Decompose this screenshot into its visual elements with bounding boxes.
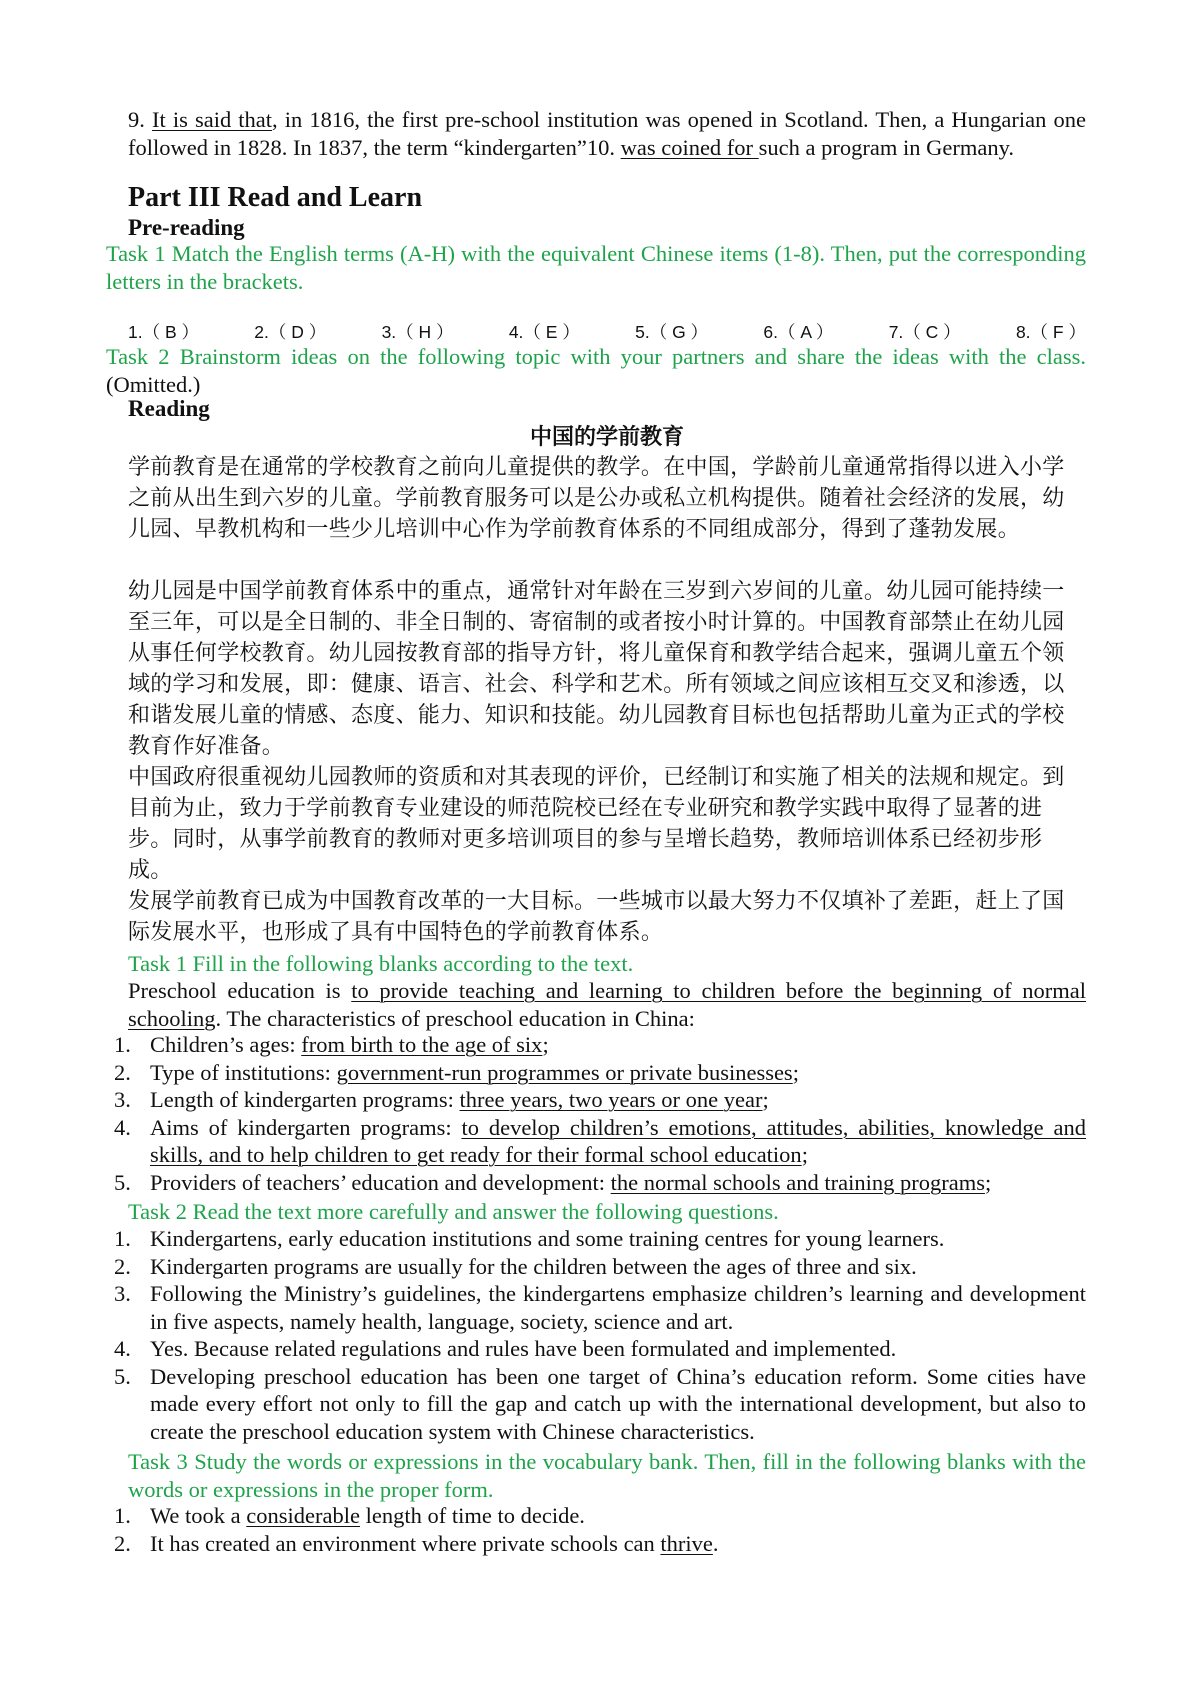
list-item: [114, 1335, 1086, 1363]
answer-5: 5.（ G ）: [635, 322, 709, 342]
item-text: Kindergarten programs are usually for the children between the ages of three and six.: [150, 1253, 917, 1279]
reading-title: 中国的学前教育: [529, 425, 684, 450]
item-answer: from birth to the age of six: [301, 1032, 543, 1057]
list-item: [114, 1502, 1086, 1530]
item-number: 3.: [114, 1281, 131, 1306]
item-text: Kindergartens, early education institutions and some training centres for young learners.: [150, 1226, 945, 1251]
item-number: 5.: [114, 1363, 131, 1389]
item-answer: the normal schools and training programs: [610, 1169, 985, 1195]
item-9-text-2: such a program in Germany.: [758, 134, 1015, 160]
item-number: 1.: [114, 1226, 131, 1251]
item-text: Following the Ministry’s guidelines, the kindergartens emphasize children’s learning and development in five aspects, namely health, language, society, science and art.: [150, 1281, 1086, 1334]
item-9-answer-1: It is said that: [151, 107, 273, 132]
item-label: Children’s ages:: [150, 1032, 302, 1057]
list-item: [114, 1086, 1086, 1114]
item-label: Providers of teachers’ education and development:: [150, 1169, 611, 1195]
prereading-heading: Pre-reading: [128, 215, 245, 240]
item-answer: to develop children’s emotions, attitudes, abilities, knowledge and skills, and to help children to get ready for their formal school education: [150, 1114, 1086, 1167]
list-item: [114, 1031, 1086, 1059]
item-number: 4.: [114, 1336, 131, 1361]
answer-1: 1.（ B ）: [128, 322, 199, 342]
item-text: It has created an environment where private schools can: [150, 1530, 661, 1556]
item-number: 1.: [114, 1503, 131, 1528]
list-item: [114, 1225, 1086, 1253]
item-answer: considerable: [246, 1503, 360, 1528]
item-text: Developing preschool education has been one target of China’s education reform. Some cities have made every effort not only to fill the gap and catch up with the international development, but also to create the preschool education system with Chinese characteristics.: [150, 1363, 1086, 1444]
item-end: ;: [542, 1032, 549, 1057]
item-answer: three years, two years or one year: [459, 1087, 763, 1112]
item-text: We took a: [150, 1503, 247, 1528]
answer-2: 2.（ D ）: [254, 322, 327, 342]
answer-8: 8.（ F ）: [1015, 322, 1086, 342]
task-1-intro-text: Preschool education is: [128, 978, 352, 1003]
answer-4: 4.（ E ）: [508, 322, 580, 342]
reading-paragraph-3: 中国政府很重视幼儿园教师的资质和对其表现的评价，已经制订和实施了相关的法规和规定。到目前为止，致力于学前教育专业建设的师范院校已经在专业研究和教学实践中取得了显著的进步。同时，从事学前教育的教师对更多培训项目的参与呈增长趋势，教师培训体系已经初步形成。: [128, 765, 1065, 883]
list-item: [114, 1530, 1086, 1558]
part-3-title: Part III Read and Learn: [128, 182, 423, 213]
list-item: [114, 1253, 1086, 1281]
item-number: 1.: [114, 1032, 131, 1057]
item-end: ;: [762, 1087, 769, 1112]
item-label: Length of kindergarten programs:: [150, 1087, 460, 1112]
task-3-list: [114, 1502, 1086, 1557]
reading-heading: Reading: [128, 396, 210, 421]
item-9-number: 9.: [128, 107, 145, 132]
reading-paragraph-2: 幼儿园是中国学前教育体系中的重点，通常针对年龄在三岁到六岁间的儿童。幼儿园可能持续一至三年，可以是全日制的、非全日制的、寄宿制的或者按小时计算的。中国教育部禁止在幼儿园从事任何学校教育。幼儿园按教育部的指导方针，将儿童保育和教学结合起来，强调儿童五个领域的学习和发展，即：健康、语言、社会、科学和艺术。所有领域之间应该相互交叉和渗透，以和谐发展儿童的情感、态度、能力、知识和技能。幼儿园教育目标也包括帮助儿童为正式的学校教育作好准备。: [128, 579, 1065, 759]
task-1-list: [114, 1031, 1086, 1196]
item-number: 2.: [114, 1059, 131, 1085]
list-item: [114, 1363, 1086, 1446]
list-item: [114, 1280, 1086, 1335]
pre-task-2-paragraph: [106, 343, 1086, 398]
answer-3: 3.（ H ）: [381, 322, 454, 342]
reading-paragraph-4: 发展学前教育已成为中国教育改革的一大目标。一些城市以最大努力不仅填补了差距，赶上了国际发展水平，也形成了具有中国特色的学前教育体系。: [128, 889, 1065, 945]
task-2-heading: Task 2 Read the text more carefully and answer the following questions.: [128, 1199, 779, 1224]
task-2-list: [114, 1225, 1086, 1445]
pre-task-1-answers: [128, 319, 1086, 344]
answer-6: 6.（ A ）: [763, 322, 834, 342]
task-3-heading: Task 3 Study the words or expressions in the vocabulary bank. Then, fill in the following blanks with the words or expressions in the proper form.: [128, 1449, 1086, 1502]
pre-task-1-heading: Task 1 Match the English terms (A-H) with the equivalent Chinese items (1-8). Then, put the corresponding letters in the brackets.: [106, 241, 1086, 294]
item-end: ;: [984, 1169, 992, 1195]
item-number: 5.: [114, 1169, 131, 1195]
item-label: Aims of kindergarten programs:: [150, 1114, 462, 1140]
task-1-intro-end: . The characteristics of preschool education in China:: [215, 1005, 695, 1031]
reading-paragraph-1: 学前教育是在通常的学校教育之前向儿童提供的教学。在中国，学龄前儿童通常指得以进入小学之前从出生到六岁的儿童。学前教育服务可以是公办或私立机构提供。随着社会经济的发展，幼儿园、早教机构和一些少儿培训中心作为学前教育体系的不同组成部分，得到了蓬勃发展。: [128, 455, 1065, 542]
list-item: [114, 1114, 1086, 1169]
item-9-paragraph: [128, 106, 1086, 161]
item-number: 3.: [114, 1087, 131, 1112]
answer-7: 7.（ C ）: [888, 322, 961, 342]
item-9-text-1: , in 1816, the first pre-school institution was opened in Scotland. Then, a Hungarian one followed in 1828. In 1837, the term “kindergarten”10.: [128, 107, 1086, 160]
item-text: Yes. Because related regulations and rules have been formulated and implemented.: [150, 1336, 897, 1361]
item-end: ;: [792, 1059, 799, 1085]
item-text-end: length of time to decide.: [360, 1503, 585, 1528]
pre-task-2-note: (Omitted.): [106, 371, 201, 397]
task-1-intro-answer: to provide teaching and learning to children before the beginning of normal schooling: [128, 978, 1086, 1031]
task-1-intro: [128, 977, 1086, 1032]
item-number: 4.: [114, 1114, 131, 1140]
item-10-answer: was coined for: [620, 134, 759, 160]
item-end: ;: [801, 1142, 808, 1167]
item-answer: government-run programmes or private businesses: [336, 1059, 793, 1085]
pre-task-2-heading: Task 2 Brainstorm ideas on the following topic with your partners and share the ideas with the class.: [106, 344, 1086, 369]
item-number: 2.: [114, 1530, 131, 1556]
item-number: 2.: [114, 1253, 131, 1279]
list-item: [114, 1059, 1086, 1087]
item-text-end: .: [712, 1530, 719, 1556]
item-answer: thrive: [660, 1530, 713, 1556]
list-item: [114, 1169, 1086, 1197]
item-label: Type of institutions:: [150, 1059, 337, 1085]
task-1-heading: Task 1 Fill in the following blanks according to the text.: [128, 951, 634, 976]
